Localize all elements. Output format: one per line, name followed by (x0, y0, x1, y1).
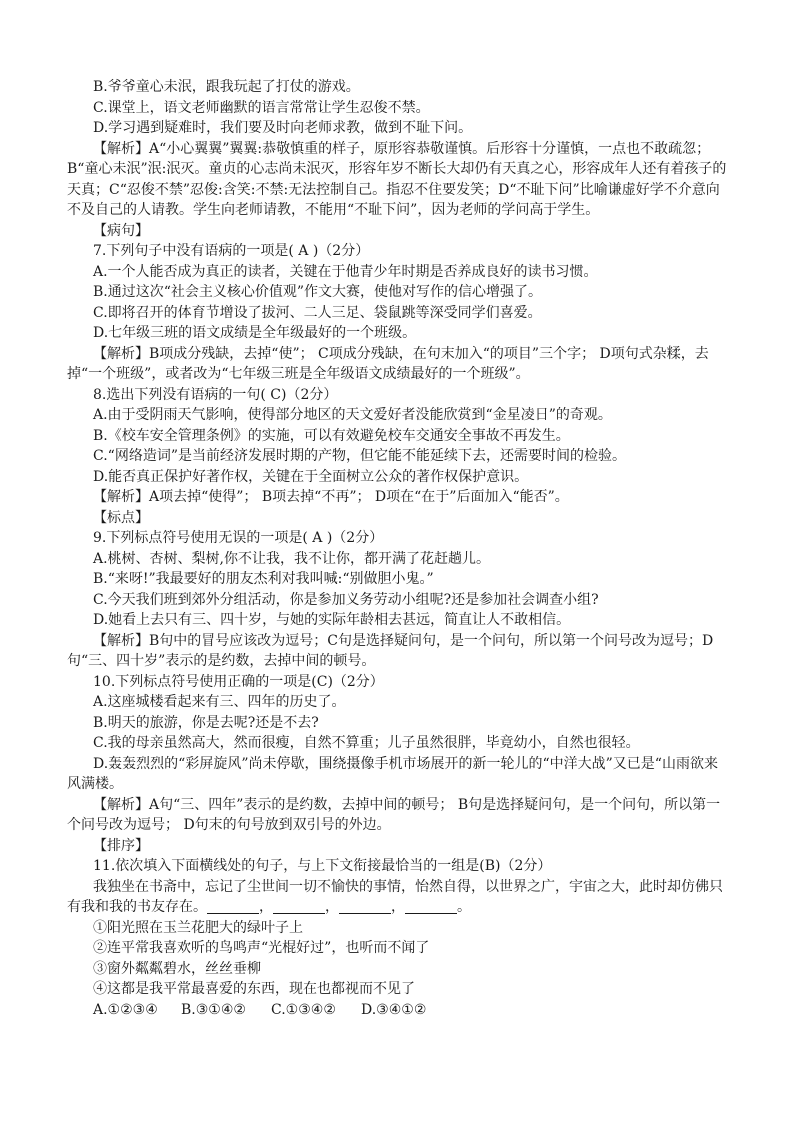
explanation-q9: 【解析】B句中的冒号应该改为逗号；C句是选择疑问句，是一个问句，所以第一个问号改为逗号；D句“三、四十岁”表示的是约数，去掉中间的顿号。 (67, 632, 714, 669)
section-heading-sick-sentences: 【病句】 (93, 222, 149, 239)
section-heading-punctuation: 【标点】 (93, 509, 149, 526)
question-9-option-c: C.今天我们班到郊外分组活动，你是参加义务劳动小组呢?还是参加社会调查小组? (93, 591, 599, 608)
question-7-option-b: B.通过这次“社会主义核心价值观”作文大赛，使他对写作的信心增强了。 (93, 284, 543, 300)
line-c1: C.课堂上，语文老师幽默的语言常常让学生忍俊不禁。 (93, 99, 430, 116)
question-7-option-a: A.一个人能否成为真正的读者，关键在于他青少年时期是否养成良好的读书习惯。 (93, 263, 598, 280)
document-content (67, 77, 727, 1020)
question-11: 11.依次填入下面横线处的句子，与上下文衔接最恰当的一组是(B)（2分） (93, 858, 552, 874)
question-10: 10.下列标点符号使用正确的一项是(C)（2分） (93, 673, 384, 690)
question-11-item-1: ①阳光照在玉兰花肥大的绿叶子上 (93, 919, 303, 936)
fill-blank-1 (207, 899, 259, 914)
line-b1: B.爷爷童心未泯，跟我玩起了打仗的游戏。 (93, 79, 360, 95)
question-8-option-a: A.由于受阴雨天气影响，使得部分地区的天文爱好者没能欣赏到“金星凌日”的奇观。 (93, 407, 612, 423)
question-9-option-d: D.她看上去只有三、四十岁，与她的实际年龄相去甚远，简直让人不敢相信。 (93, 612, 571, 628)
fill-blank-3 (339, 899, 391, 914)
question-8: 8.选出下列没有语病的一句( C)（2分） (93, 386, 338, 403)
explanation-q7: 【解析】B项成分残缺，去掉“使”； C项成分残缺，在句末加入“的项目”三个字； D项句式杂糅，去掉“一个班级”，或者改为“七年级三班是全年级语文成绩最好的一个班级”。 (67, 345, 709, 382)
passage-end: 。 (457, 899, 471, 915)
question-11-option-b: B.③①④② (181, 1001, 246, 1018)
question-8-option-b: B.《校车安全管理条例》的实施，可以有效避免校车交通安全事故不再发生。 (93, 427, 570, 444)
question-7-option-c: C.即将召开的体育节增设了拔河、二人三足、袋鼠跳等深受同学们喜爱。 (93, 304, 542, 321)
question-11-option-a: A.①②③④ (93, 1001, 158, 1018)
blank-separator: ， (325, 899, 339, 915)
question-10-option-d: D.轰轰烈烈的“彩屏旋风”尚未停歇，围绕摄像手机市场展开的新一轮儿的“中洋大战”又已是“山雨欲来风满楼。 (67, 755, 718, 792)
fill-blank-4 (405, 899, 457, 914)
fill-blank-2 (273, 899, 325, 914)
question-11-item-2: ②连平常我喜欢听的鸟鸣声“光棍好过”，也听而不闻了 (93, 940, 430, 956)
question-8-option-d: D.能否真正保护好著作权，关键在于全面树立公众的著作权保护意识。 (93, 468, 529, 485)
question-11-options (67, 1000, 727, 1021)
explanation-q10: 【解析】A句“三、四年”表示的是约数，去掉中间的顿号； B句是选择疑问句，是一个问句，所以第一个问号改为逗号； D句末的句号放到双引号的外边。 (67, 796, 721, 833)
question-10-option-c: C.我的母亲虽然高大，然而很瘦，自然不算重；儿子虽然很胖，毕竟幼小，自然也很轻。 (93, 735, 640, 751)
blank-separator: ， (391, 899, 405, 915)
question-11-passage (67, 877, 727, 918)
explanation-q6: 【解析】A“小心翼翼”翼翼:恭敬慎重的样子，原形容恭敬谨慎。后形容十分谨慎，一点也不敢疏忽；B“童心未泯”泯:泯灭。童贞的心志尚未泯灭，形容年岁不断长大却仍有天真之心，形容成年人还有着孩子的天真；C“忍俊不禁”忍俊:含笑:不禁:无法控制自己。指忍不住要发笑；D“不耻下问”比喻谦虚好学不介意向不及自己的人请教。学生向老师请教，不能用“不耻下问”，因为老师的学问高于学生。 (67, 140, 727, 218)
section-heading-ordering: 【排序】 (93, 837, 149, 854)
question-9: 9.下列标点符号使用无误的一项是( A )（2分） (93, 530, 384, 546)
explanation-q8: 【解析】A项去掉“使得”； B项去掉“不再”； D项在“在于”后面加入“能否”。 (93, 489, 569, 505)
passage-text: 我独坐在书斋中，忘记了尘世间一切不愉快的事情，怡然自得，以世界之广，宇宙之大，此时却仿佛只有我和我的书友存在。 (67, 878, 723, 915)
question-10-option-a: A.这座城楼看起来有三、四年的历史了。 (93, 694, 346, 710)
question-9-option-a: A.桃树、杏树、梨树,你不让我，我不让你，都开满了花赶趟儿。 (93, 550, 491, 567)
question-7-option-d: D.七年级三班的语文成绩是全年级最好的一个班级。 (93, 325, 417, 341)
question-11-item-3: ③窗外粼粼碧水，丝丝垂柳 (93, 960, 261, 977)
question-10-option-b: B.明天的旅游，你是去呢?还是不去? (93, 714, 319, 731)
question-11-item-4: ④这都是我平常最喜爱的东西，现在也都视而不见了 (93, 981, 415, 997)
question-11-option-d: D.③④①② (361, 1001, 427, 1018)
blank-separator: ， (259, 899, 273, 915)
question-7: 7.下列句子中没有语病的一项是( A )（2分） (93, 243, 370, 259)
line-d1: D.学习遇到疑难时，我们要及时向老师求教，做到不耻下问。 (93, 120, 473, 136)
question-11-option-c: C.①③④② (271, 1001, 336, 1018)
question-8-option-c: C.“网络造词”是当前经济发展时期的产物，但它能不能延续下去，还需要时间的检验。 (93, 448, 626, 464)
question-9-option-b: B.“来呀!”我最要好的朋友杰利对我叫喊:“别做胆小鬼。” (93, 571, 434, 587)
